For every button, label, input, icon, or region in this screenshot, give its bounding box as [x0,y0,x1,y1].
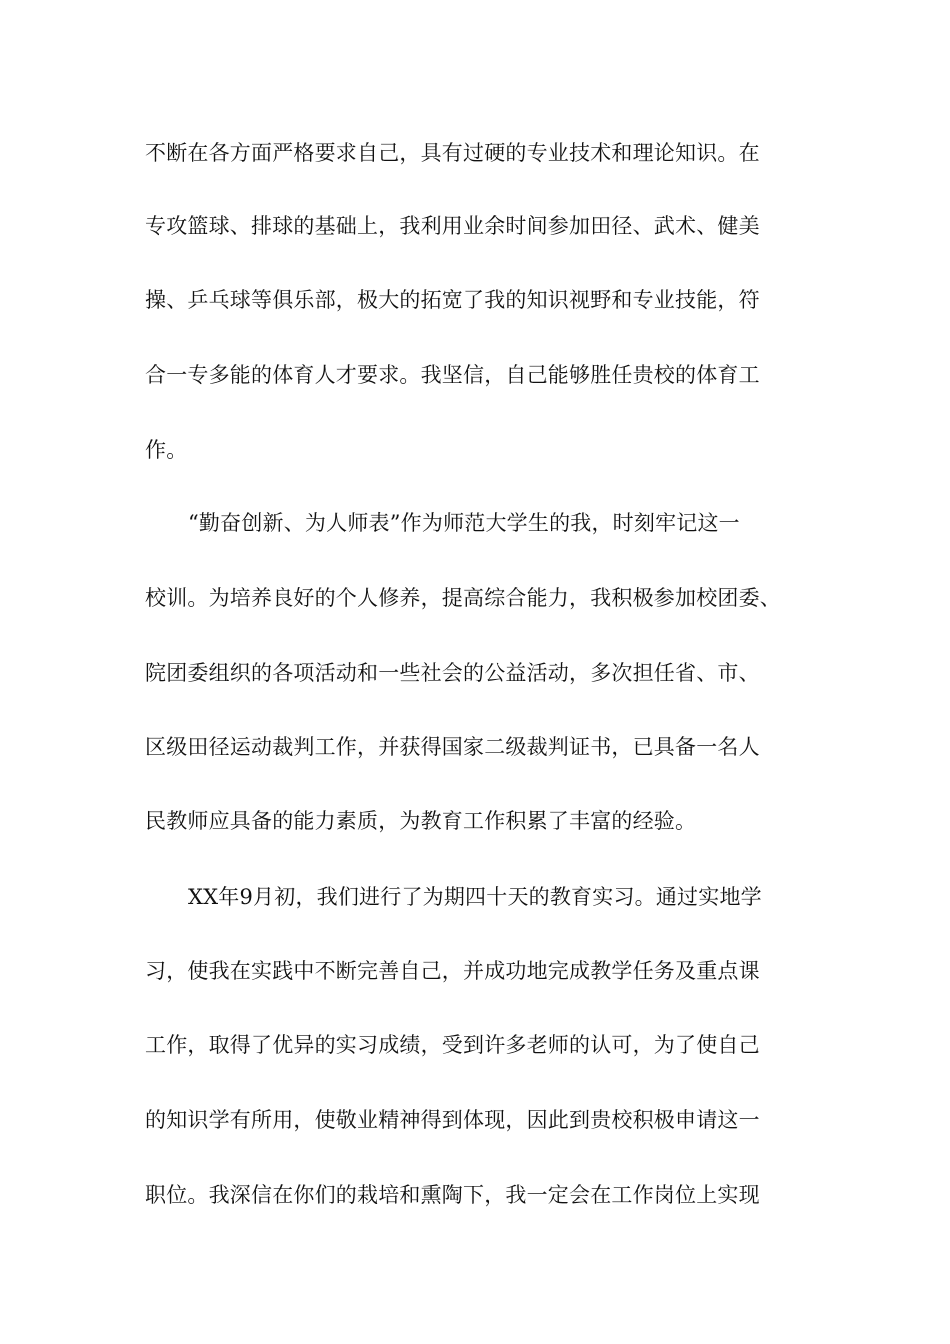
text-line: 院团委组织的各项活动和一些社会的公益活动，多次担任省、市、 [145,661,760,685]
text-line: 操、乒乓球等俱乐部，极大的拓宽了我的知识视野和专业技能，符 [145,288,760,312]
text-line: 不断在各方面严格要求自己，具有过硬的专业技术和理论知识。在 [145,141,760,165]
text-line: 职位。我深信在你们的栽培和熏陶下，我一定会在工作岗位上实现 [145,1183,760,1207]
text-line: “勤奋创新、为人师表”作为师范大学生的我，时刻牢记这一 [188,511,740,535]
text-line: 工作，取得了优异的实习成绩，受到许多老师的认可，为了使自己 [145,1033,760,1057]
text-line: 民教师应具备的能力素质，为教育工作积累了丰富的经验。 [145,809,697,833]
text-line: 的知识学有所用，使敬业精神得到体现，因此到贵校积极申请这一 [145,1108,760,1132]
text-line: 合一专多能的体育人才要求。我坚信，自己能够胜任贵校的体育工 [145,363,760,387]
text-line: 习，使我在实践中不断完善自己，并成功地完成教学任务及重点课 [145,959,760,983]
text-line: 作。 [145,438,188,462]
text-line: 专攻篮球、排球的基础上，我利用业余时间参加田径、武术、健美 [145,214,760,238]
text-line: 校训。为培养良好的个人修养，提高综合能力，我积极参加校团委、 [145,586,781,610]
text-line: 区级田径运动裁判工作，并获得国家二级裁判证书，已具备一名人 [145,735,760,759]
text-line: XX年9月初，我们进行了为期四十天的教育实习。通过实地学 [188,885,762,909]
